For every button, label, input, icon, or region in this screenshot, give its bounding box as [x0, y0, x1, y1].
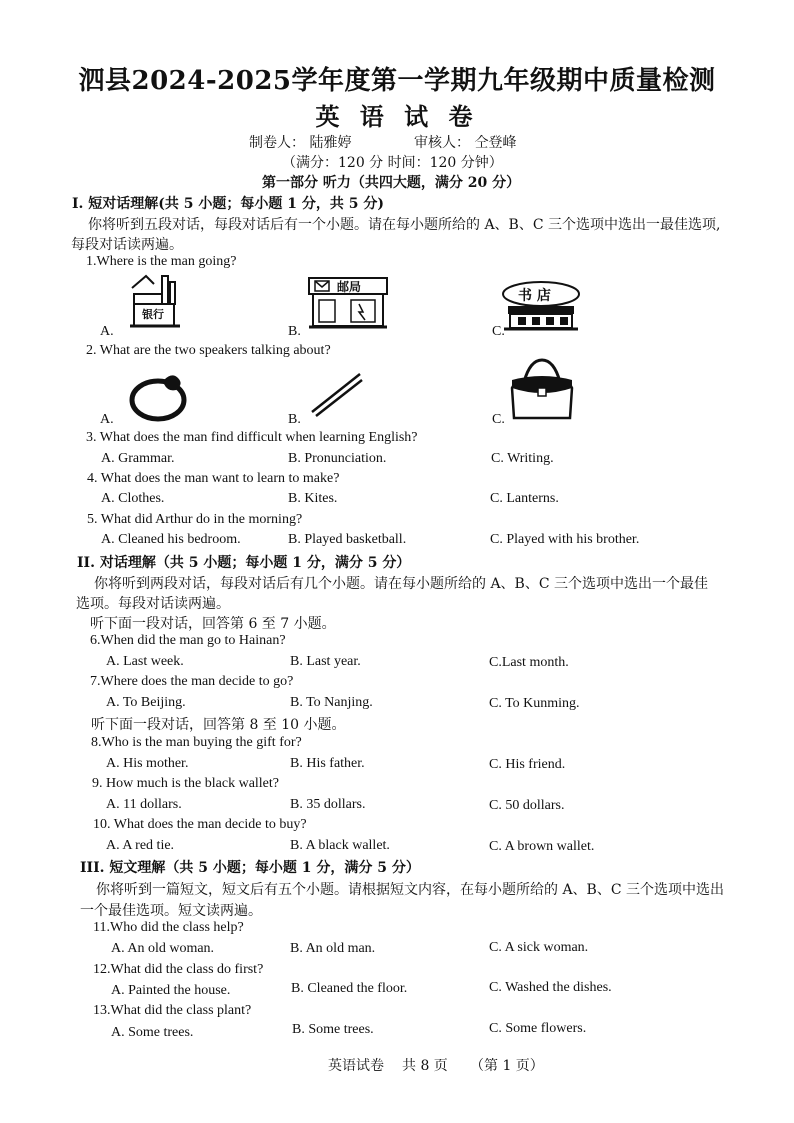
q3-option-a: A. Grammar. — [101, 451, 175, 466]
question-3: 3. What does the man find difficult when learning English? — [86, 430, 418, 445]
q10-option-c: C. A brown wallet. — [489, 839, 595, 854]
footer-total-pages: 共 8 页 — [402, 1058, 448, 1074]
q1-option-a: A. — [100, 324, 114, 339]
exam-title: 泗县2024-2025学年度第一学期九年级期中质量检测 — [78, 66, 716, 96]
question-13: 13.What did the class plant? — [93, 1003, 252, 1018]
q8-option-a: A. His mother. — [106, 756, 189, 771]
q5-option-c: C. Played with his brother. — [490, 532, 640, 547]
q13-option-a: A. Some trees. — [111, 1025, 194, 1040]
question-5: 5. What did Arthur do in the morning? — [87, 512, 303, 527]
q6-option-a: A. Last week. — [106, 654, 184, 669]
handbag-icon — [506, 358, 578, 422]
q8-option-c: C. His friend. — [489, 757, 566, 772]
post-office-sign: 邮局 — [337, 280, 362, 294]
chopsticks-icon — [308, 370, 364, 418]
q6-option-c: C.Last month. — [489, 655, 569, 670]
bank-sign: 银行 — [142, 308, 164, 321]
q12-option-c: C. Washed the dishes. — [489, 980, 612, 995]
q2-option-b: B. — [288, 412, 301, 427]
q8-option-b: B. His father. — [290, 756, 365, 771]
dialog1-intro: 听下面一段对话，回答第 6 至 7 小题。 — [90, 616, 336, 632]
section2-instruction-line2: 选项。每段对话读两遍。 — [76, 596, 230, 612]
q13-option-b: B. Some trees. — [292, 1022, 374, 1037]
question-7: 7.Where does the man decide to go? — [90, 674, 294, 689]
q7-option-c: C. To Kunming. — [489, 696, 580, 711]
q7-option-a: A. To Beijing. — [106, 695, 186, 710]
q9-option-c: C. 50 dollars. — [489, 798, 565, 813]
q3-option-c: C. Writing. — [491, 451, 554, 466]
question-12: 12.What did the class do first? — [93, 962, 264, 977]
q10-option-a: A. A red tie. — [106, 838, 175, 853]
q9-option-a: A. 11 dollars. — [106, 797, 182, 812]
footer-subject: 英语试卷 — [328, 1058, 384, 1074]
bookstore-sign: 书 店 — [518, 288, 551, 304]
question-11: 11.Who did the class help? — [93, 920, 244, 935]
exam-subtitle: 英 语 试 卷 — [315, 102, 479, 131]
q1-option-b: B. — [288, 324, 301, 339]
question-1: 1.Where is the man going? — [86, 254, 237, 269]
q4-option-b: B. Kites. — [288, 491, 338, 506]
q1-option-c: C. — [492, 324, 505, 339]
q2-option-a: A. — [100, 412, 114, 427]
section2-heading: II. 对话理解（共 5 小题；每小题 1 分，满分 5 分） — [77, 555, 411, 571]
q12-option-a: A. Painted the house. — [111, 983, 231, 998]
q2-option-c: C. — [492, 412, 505, 427]
q6-option-b: B. Last year. — [290, 654, 361, 669]
maker-line: 制卷人： 陆雅婷 — [249, 135, 352, 151]
q10-option-b: B. A black wallet. — [290, 838, 390, 853]
bank-icon — [128, 272, 184, 330]
q11-option-b: B. An old man. — [290, 941, 376, 956]
post-office-icon — [307, 276, 389, 330]
q4-option-a: A. Clothes. — [101, 491, 165, 506]
q11-option-c: C. A sick woman. — [489, 940, 589, 955]
q5-option-b: B. Played basketball. — [288, 532, 407, 547]
q13-option-c: C. Some flowers. — [489, 1021, 587, 1036]
footer-current-page: （第 1 页） — [470, 1058, 544, 1074]
q11-option-a: A. An old woman. — [111, 941, 215, 956]
question-6: 6.When did the man go to Hainan? — [90, 633, 286, 648]
dialog2-intro: 听下面一段对话，回答第 8 至 10 小题。 — [91, 717, 346, 733]
q12-option-b: B. Cleaned the floor. — [291, 981, 408, 996]
bookstore-icon — [498, 280, 584, 332]
ring-icon — [128, 370, 194, 424]
q7-option-b: B. To Nanjing. — [290, 695, 373, 710]
question-8: 8.Who is the man buying the gift for? — [91, 735, 302, 750]
question-2: 2. What are the two speakers talking about? — [86, 343, 331, 358]
part-one-heading: 第一部分 听力（共四大题，满分 20 分） — [262, 175, 521, 191]
q3-option-b: B. Pronunciation. — [288, 451, 387, 466]
section3-instruction-line1: 你将听到一篇短文，短文后有五个小题。请根据短文内容，在每小题所给的 A、B、C 三个选项中选出 — [96, 882, 725, 898]
q9-option-b: B. 35 dollars. — [290, 797, 366, 812]
question-9: 9. How much is the black wallet? — [92, 776, 280, 791]
q5-option-a: A. Cleaned his bedroom. — [101, 532, 241, 547]
question-4: 4. What does the man want to learn to make? — [87, 471, 340, 486]
question-10: 10. What does the man decide to buy? — [93, 817, 307, 832]
section3-heading: III. 短文理解（共 5 小题；每小题 1 分，满分 5 分） — [80, 860, 420, 876]
section1-instruction-line2: 每段对话读两遍。 — [71, 237, 183, 253]
section1-instruction-line1: 你将听到五段对话，每段对话后有一个小题。请在每小题所给的 A、B、C 三个选项中选出一最佳选项, — [88, 217, 721, 233]
score-time-line: （满分：120 分 时间：120 分钟） — [282, 155, 503, 171]
section2-instruction-line1: 你将听到两段对话，每段对话后有几个小题。请在每小题所给的 A、B、C 三个选项中选出一个最佳 — [94, 576, 709, 592]
section1-heading: I. 短对话理解(共 5 小题；每小题 1 分，共 5 分) — [72, 196, 385, 212]
section3-instruction-line2: 一个最佳选项。短文读两遍。 — [80, 903, 262, 919]
reviewer-line: 审核人： 仝登峰 — [414, 135, 517, 151]
q4-option-c: C. Lanterns. — [490, 491, 559, 506]
